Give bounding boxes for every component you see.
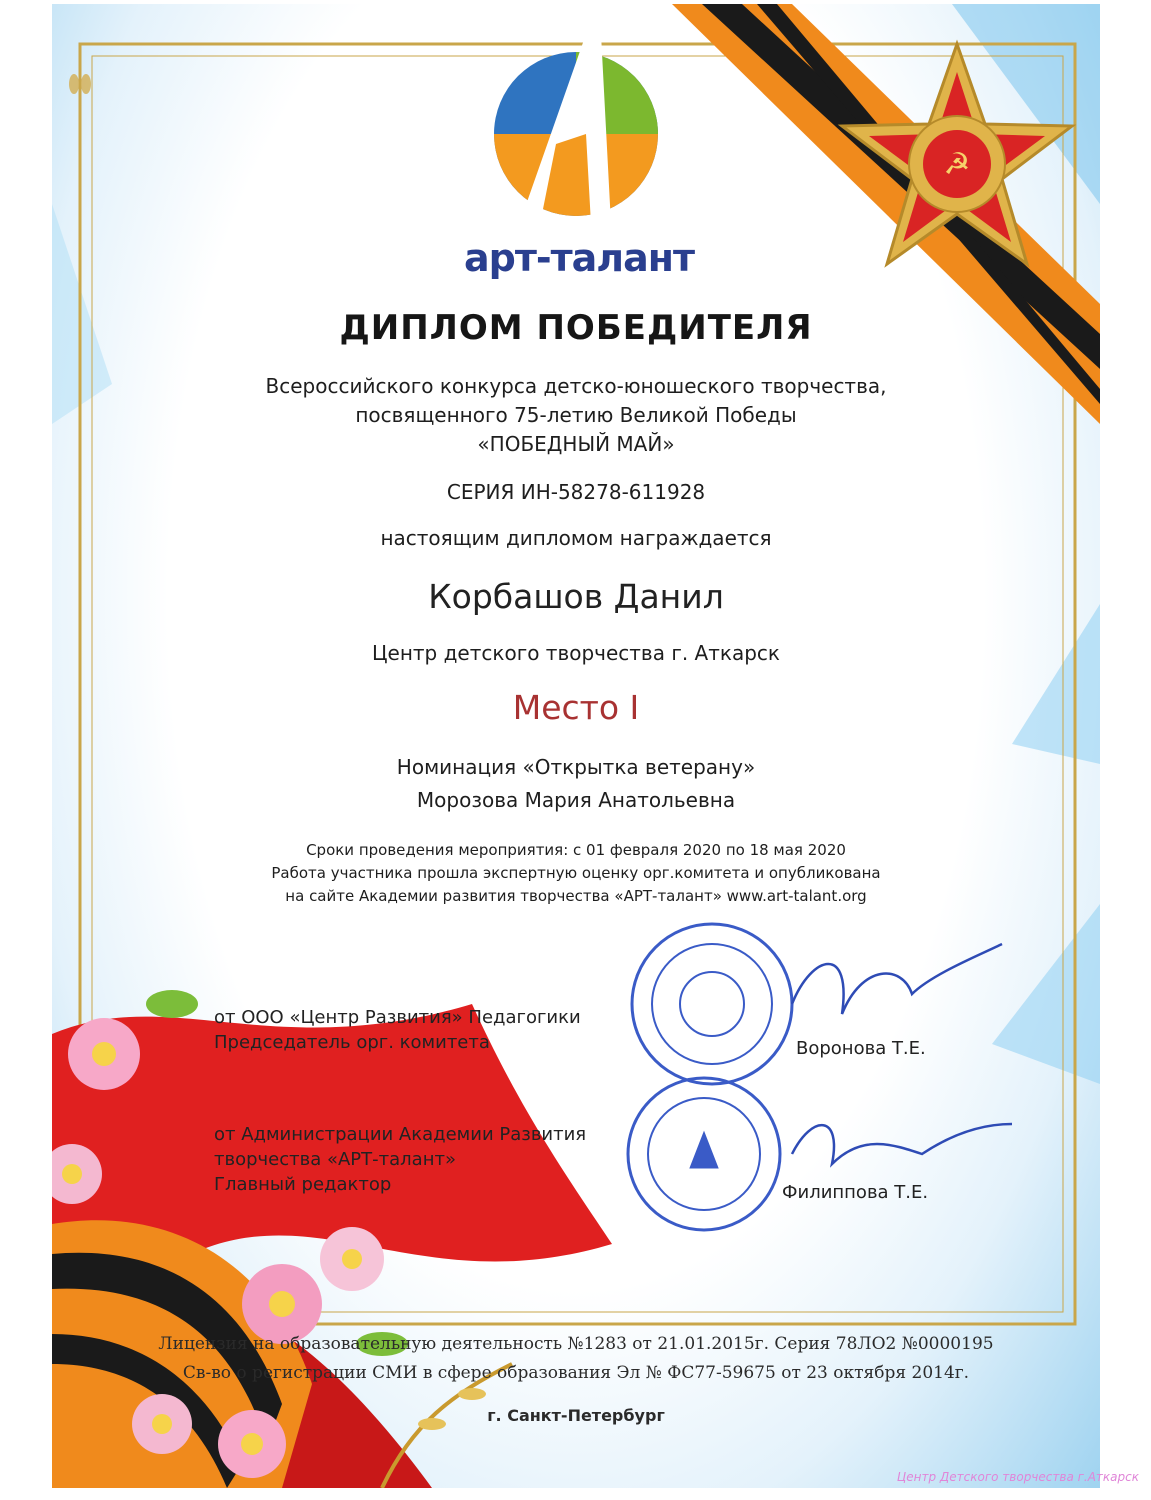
license-line-1: Лицензия на образовательную деятельность №1283 от 21.01.2015г. Серия 78ЛО2 №0000195 [158,1334,994,1354]
publication-note: на сайте Академии развития творчества «АРТ-талант» www.art-talant.org [285,887,867,905]
signature-voronova [792,944,1002,1014]
place-award: Место I [512,688,640,727]
series-number: СЕРИЯ ИН-58278-611928 [446,480,706,504]
stamp-art-talant [628,1078,780,1230]
signatory-block-1 [214,1005,581,1055]
nomination-title: Номинация «Открытка ветерану» [396,755,756,779]
city: г. Санкт-Петербург [487,1406,665,1425]
decoration-layer [52,4,1100,1488]
contest-description [52,372,1100,459]
contest-line-3: «ПОБЕДНЫЙ МАЙ» [477,432,675,456]
watermark-text: Центр Детского творчества г.Аткарск [896,1470,1139,1484]
recipient-name: Корбашов Данил [428,577,724,616]
diploma-title: ДИПЛОМ ПОБЕДИТЕЛЯ [339,308,813,348]
signatory-1-organization: от ООО «Центр Развития» Педагогики [214,1007,581,1028]
signatory-2-organization-line-2: творчества «АРТ-талант» [214,1149,456,1170]
license-info [52,1330,1100,1388]
signature-filippova [792,1124,1012,1164]
diploma-sheet [52,4,1100,1488]
signatory-block-2 [214,1122,586,1197]
recipient-organization: Центр детского творчества г. Аткарск [371,641,780,665]
stamp-crp [632,924,792,1084]
signatory-2-organization-line-1: от Администрации Академии Развития [214,1124,587,1145]
signatory-1-name: Воронова Т.Е. [796,1038,926,1059]
signatory-2-name: Филиппова Т.Е. [782,1182,929,1203]
svg-text:☭: ☭ [943,147,971,182]
supervisor-name: Морозова Мария Анатольевна [416,788,736,812]
evaluation-note: Работа участника прошла экспертную оценку орг.комитета и опубликована [271,864,881,882]
contest-line-1: Всероссийского конкурса детско-юношеского творчества, [265,374,887,398]
contest-line-2: посвященного 75-летию Великой Победы [355,403,797,427]
signatory-1-role: Председатель орг. комитета [214,1032,490,1053]
logo-text: арт-талант [464,236,695,280]
signatory-2-role: Главный редактор [214,1174,392,1195]
art-talant-logo-icon [494,34,658,224]
event-dates: Сроки проведения мероприятия: с 01 февраля 2020 по 18 мая 2020 [306,841,846,859]
license-line-2: Св-во о регистрации СМИ в сфере образования Эл № ФС77-59675 от 23 октября 2014г. [182,1363,970,1383]
awarded-text: настоящим дипломом награждается [380,526,772,550]
nomination-block [52,751,1100,817]
event-info [52,839,1100,908]
